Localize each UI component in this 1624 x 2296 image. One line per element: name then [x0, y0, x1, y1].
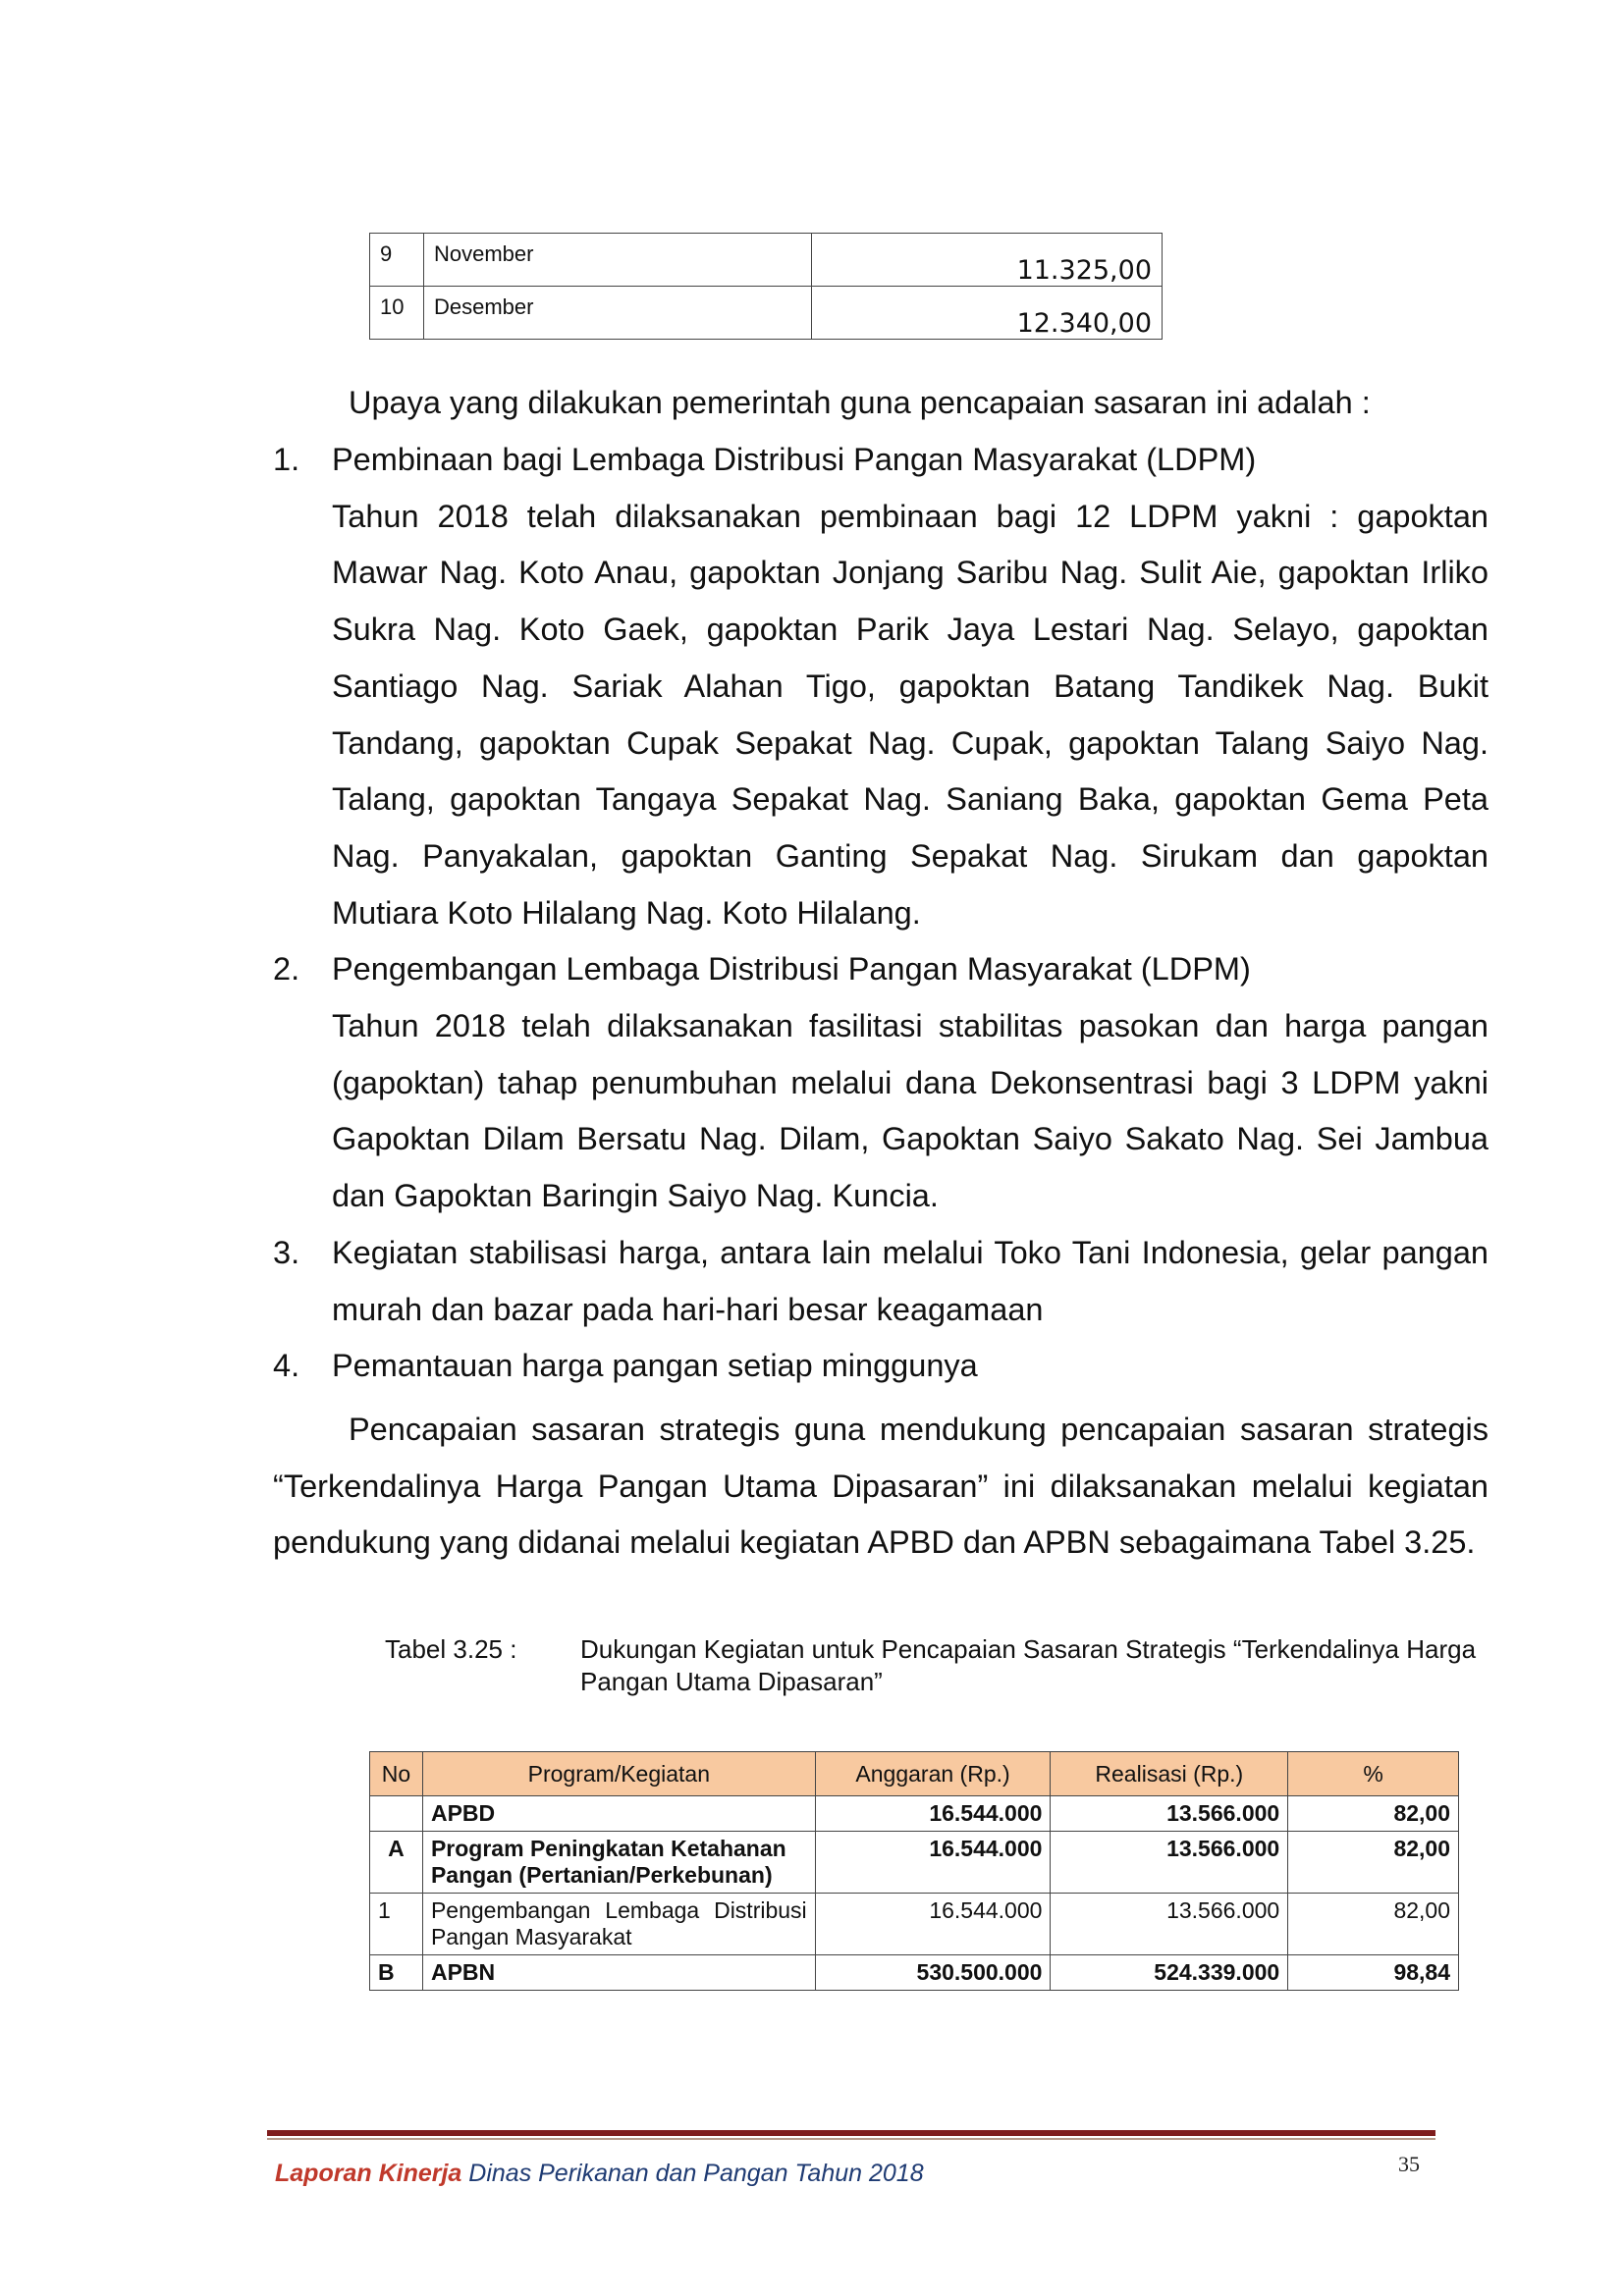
table-row: [370, 287, 1163, 340]
cell-anggaran: 16.544.000: [815, 1894, 1051, 1955]
cell-pct: 98,84: [1288, 1955, 1459, 1991]
column-header: Realisasi (Rp.): [1051, 1752, 1288, 1796]
table-row: [370, 1955, 1459, 1991]
cell-pct: 82,00: [1288, 1796, 1459, 1832]
item-body: Tahun 2018 telah dilaksanakan pembinaan bagi 12 LDPM yakni : gapoktan Mawar Nag. Koto Anau, gapoktan Jonjang Saribu Nag. Sulit Aie, gapoktan Irliko Sukra Nag. Koto Gaek, gapoktan Parik Jaya Lestari Nag. Selayo, gapoktan Santiago Nag. Sariak Alahan Tigo, gapoktan Batang Tandikek Nag. Bukit Tandang, gapoktan Cupak Sepakat Nag. Cupak, gapoktan Talang Saiyo Nag. Talang, gapoktan Tangaya Sepakat Nag. Saniang Baka, gapoktan Gema Peta Nag. Panyakalan, gapoktan Ganting Sepakat Nag. Sirukam dan gapoktan Mutiara Koto Hilalang Nag. Koto Hilalang.: [332, 498, 1489, 931]
table-row: [370, 234, 1163, 287]
item-body: Tahun 2018 telah dilaksanakan fasilitasi stabilitas pasokan dan harga pangan (gapoktan) tahap penumbuhan melalui dana Dekonsentrasi bagi 3 LDPM yakni Gapoktan Dilam Bersatu Nag. Dilam, Gapoktan Saiyo Sakato Nag. Sei Jambua dan Gapoktan Baringin Saiyo Nag. Kuncia.: [332, 1008, 1489, 1214]
item-title: Pembinaan bagi Lembaga Distribusi Pangan Masyarakat (LDPM): [332, 442, 1257, 477]
caption-label: Tabel 3.25 :: [385, 1634, 517, 1664]
row-value: 11.325,00: [812, 234, 1163, 287]
cell-no: A: [370, 1832, 423, 1894]
page-number: 35: [1398, 2152, 1420, 2176]
column-header: No: [370, 1752, 423, 1796]
list-item: [273, 941, 1489, 1225]
table-row: [370, 1796, 1459, 1832]
cell-name: APBN: [422, 1955, 815, 1991]
row-month: Desember: [424, 287, 812, 340]
footer-rule-thin: [267, 2138, 1435, 2140]
row-number: 10: [370, 287, 424, 340]
item-number: 1.: [273, 442, 300, 477]
item-title: Kegiatan stabilisasi harga, antara lain melalui Toko Tani Indonesia, gelar pangan murah dan bazar pada hari-hari besar keagamaan: [332, 1234, 1489, 1327]
monthly-table: [369, 233, 1163, 340]
cell-name: APBD: [422, 1796, 815, 1832]
footer-rule: [267, 2130, 1435, 2136]
cell-no: 1: [370, 1894, 423, 1955]
item-number: 4.: [273, 1348, 300, 1384]
table-header-row: [370, 1752, 1459, 1796]
caption-title: Dukungan Kegiatan untuk Pencapaian Sasaran Strategis “Terkendalinya Harga Pangan Utama Dipasaran”: [580, 1634, 1477, 1696]
cell-pct: 82,00: [1288, 1894, 1459, 1955]
table-row: [370, 1832, 1459, 1894]
item-number: 2.: [273, 951, 300, 988]
cell-no: B: [370, 1955, 423, 1991]
column-header: Program/Kegiatan: [422, 1752, 815, 1796]
cell-anggaran: 530.500.000: [815, 1955, 1051, 1991]
row-month: November: [424, 234, 812, 287]
table-row: [370, 1894, 1459, 1955]
cell-name: Pengembangan Lembaga Distribusi Pangan Masyarakat: [422, 1894, 815, 1955]
list-item: [273, 1225, 1489, 1338]
intro-paragraph: Upaya yang dilakukan pemerintah guna pencapaian sasaran ini adalah :: [349, 385, 1371, 420]
item-number: 3.: [273, 1234, 300, 1270]
cell-anggaran: 16.544.000: [815, 1796, 1051, 1832]
column-header: %: [1288, 1752, 1459, 1796]
cell-realisasi: 524.339.000: [1051, 1955, 1288, 1991]
row-number: 9: [370, 234, 424, 287]
cell-no: [370, 1796, 423, 1832]
cell-pct: 82,00: [1288, 1832, 1459, 1894]
cell-name: Program Peningkatan Ketahanan Pangan (Pertanian/Perkebunan): [422, 1832, 815, 1894]
item-title: Pemantauan harga pangan setiap minggunya: [332, 1348, 978, 1384]
cell-realisasi: 13.566.000: [1051, 1796, 1288, 1832]
effort-list: [273, 432, 1489, 1395]
footer-title: [275, 2160, 924, 2188]
cell-anggaran: 16.544.000: [815, 1832, 1051, 1894]
row-value: 12.340,00: [812, 287, 1163, 340]
list-item: [273, 432, 1489, 941]
item-title: Pengembangan Lembaga Distribusi Pangan Masyarakat (LDPM): [332, 951, 1251, 988]
footer-agency-label: Dinas Perikanan dan Pangan Tahun 2018: [461, 2160, 924, 2187]
column-header: Anggaran (Rp.): [815, 1752, 1051, 1796]
list-item: [273, 1338, 1489, 1395]
budget-table: [369, 1751, 1459, 1991]
closing-paragraph: Pencapaian sasaran strategis guna mendukung pencapaian sasaran strategis “Terkendalinya Harga Pangan Utama Dipasaran” ini dilaksanakan melalui kegiatan pendukung yang didanai melalui kegiatan APBD dan APBN sebagaimana Tabel 3.25.: [273, 1412, 1489, 1561]
footer-report-label: Laporan Kinerja: [275, 2160, 462, 2187]
cell-realisasi: 13.566.000: [1051, 1832, 1288, 1894]
cell-realisasi: 13.566.000: [1051, 1894, 1288, 1955]
